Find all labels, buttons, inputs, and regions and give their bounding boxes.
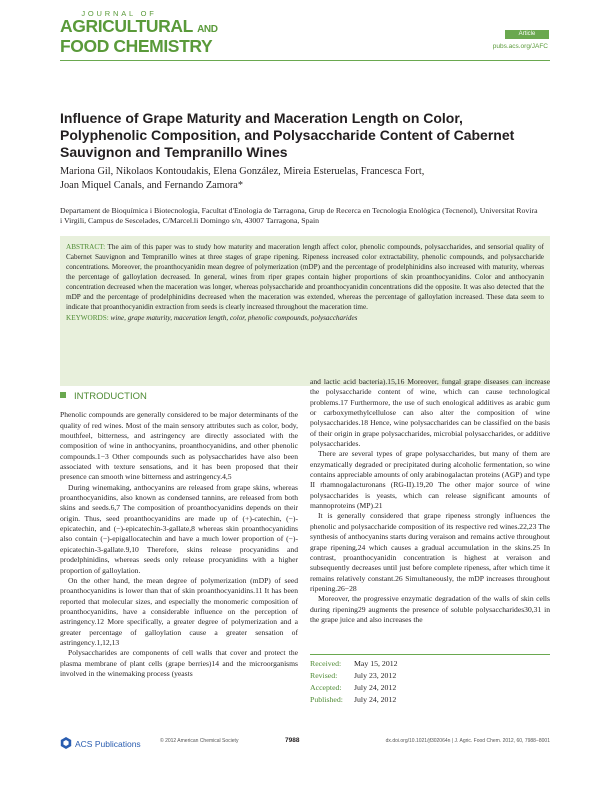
header-rule xyxy=(60,60,550,61)
date-row: Received: May 15, 2012 xyxy=(310,659,398,668)
paragraph: and lactic acid bacteria).15,16 Moreover, fungal grape diseases can increase the polysaccharide content of wine, which can cause technological problems.17 Furthermore, the use of such enological additives as arabic gum or carboxymethylcellulose can also alter the composition of wine polysaccharides.18 Hence, wine polysaccharides can be classified on the basis of their origin in grape polysaccharides, microbial polysaccharides, or additive polysaccharides. xyxy=(310,377,550,449)
journal-url[interactable]: pubs.acs.org/JAFC xyxy=(492,43,548,50)
journal-name-line1: AGRICULTURAL AND xyxy=(60,16,218,36)
citation[interactable]: dx.doi.org/10.1021/jf302064n | J. Agric. Food Chem. 2012, 60, 7988−8001 xyxy=(385,738,550,744)
body-column-left xyxy=(60,392,298,679)
paragraph: Polysaccharides are components of cell walls that cover and protect the plasma membrane of plant cells (grape berries)14 and the microorganisms involved in the winemaking process (yeasts xyxy=(60,648,298,678)
body-column-right xyxy=(310,377,550,625)
paragraph: Moreover, the progressive enzymatic degradation of the walls of skin cells during ripening29 augments the presence of soluble polysaccharides30,31 in the grape juice and also increases the xyxy=(310,594,550,624)
paragraph: Phenolic compounds are generally considered to be major determinants of the quality of red wines. Most of the main sensory attributes such as color, body, mouthfeel, bitterness, and astringency are directly associated with the composition of wine in anthocyanins, proanthocyanidins, and other phenolic compounds.1−3 Other compounds such as polysaccharides have also been associated with texture sensations, and it has been proposed that their presence can smooth wine bitterness and astringency.4,5 xyxy=(60,410,298,482)
publication-dates xyxy=(310,658,550,706)
date-row: Accepted: July 24, 2012 xyxy=(310,683,397,692)
paragraph: There are several types of grape polysaccharides, but many of them are enzymatically degraded or precipitated during alcoholic fermentation, so wine contains appreciable amounts of only arabinogalactan proteins (AGP) and type II rhamnogalacturonans (RG-II).19,20 The other major source of wine polysaccharides is yeasts, which can release significant amounts of mannoproteins (MP).21 xyxy=(310,449,550,511)
abstract-label: ABSTRACT: xyxy=(66,243,106,251)
journal-logo xyxy=(60,9,230,54)
paragraph: During winemaking, anthocyanins are released from grape skins, whereas proanthocyanidins, also known as condensed tannins, are released from both skins and seeds.6,7 The composition of proanthocyanidins depends on their origin. Thus, seed proanthocyanidins are made up of (+)-catechin, (−)-epicatechin, and (−)-epicatechin-3-gallate,8 whereas skin proanthocyanidins also contain (−)-epigallocatechin and have a much lower proportion of (−)-epicatechin-3-gallate.9,10 Therefore, skins release procyanidins and prodelphinidins, whereas seeds only release procyanidins with a higher proportion of galloylation. xyxy=(60,482,298,575)
paragraph: On the other hand, the mean degree of polymerization (mDP) of seed proanthocyanidins is lower than that of skin proanthocyanidins.11 It has been reported that molecular sizes, and especially the monomeric composition of proanthocyanidins, have a considerable influence on the perception of astringency.12 More specifically, a greater degree of polymerization and a greater percentage of galloylation cause a greater sensation of astringency.1,12,13 xyxy=(60,575,298,647)
journal-name-line2: FOOD CHEMISTRY xyxy=(60,36,213,56)
affiliation: Departament de Bioquímica i Biotecnologia, Facultat d'Enologia de Tarragona, Grup de Recerca en Tecnologia Enològica (Tecnenol), Universitat Rovira i Virgili, Campus de Sescelades, C/Marcel.li Domingo s/n, 43007 Tarragona, Spain xyxy=(60,206,538,225)
page-number: 7988 xyxy=(285,737,300,744)
journal-of-label: JOURNAL OF xyxy=(81,9,157,18)
keywords-label: KEYWORDS: xyxy=(66,313,109,322)
date-row: Published: July 24, 2012 xyxy=(310,695,397,704)
author-list: Mariona Gil, Nikolaos Kontoudakis, Elena González, Mireia Esteruelas, Francesca Fort, Joan Miquel Canals, and Fernando Zamora* xyxy=(60,166,425,191)
abstract: ABSTRACT: The aim of this paper was to study how maturity and maceration length affect color, phenolic compounds, polysaccharides, and sensorial quality of Cabernet Sauvignon and Tempranillo wines at three stages of grape ripening. Ripeness increased color extractability, phenolic compounds, and polysaccharide concentrations. Moreover, the proanthocyanidin mean degree of polymerization (mDP) and the percentage of prodelphinidins also increased with maturity, whereas the percentage of galloylation decreased. In general, wines from riper grapes contain higher proportions of skin proanthocyanidins. Color and anthocyanin concentration decreased when the maceration was longer, whereas polysaccharide and proanthocyanidin concentrations did the opposite. It was also detected that the mDP and the percentage of prodelphinidins decreased when the maceration was extended, whereas the percentage of galloylation increased. These data seem to indicate that proanthocyanidin extraction from seeds is clearly increased throughout the maceration time. xyxy=(66,243,545,311)
date-row: Revised: July 23, 2012 xyxy=(310,671,397,680)
section-heading: INTRODUCTION xyxy=(60,392,298,402)
keywords: KEYWORDS: wine, grape maturity, maceration length, color, phenolic compounds, polysaccharides xyxy=(66,313,358,322)
acs-hexagon-icon xyxy=(60,737,72,749)
copyright: © 2012 American Chemical Society xyxy=(160,738,239,744)
paragraph: It is generally considered that grape ripeness strongly influences the phenolic and polysaccharide composition of its respective red wines.22,23 The synthesis of anthocyanins starts during veraison and remains active throughout grape ripening,24 which causes a gradual accumulation in the skins.25 In contrast, proanthocyanidin concentration is highest at veraison and subsequently decreases until just before complete ripeness, after which time it remains relatively constant.26 Simultaneously, the mDP increases throughout ripening.26−28 xyxy=(310,511,550,593)
publisher-logo: ACS Publications xyxy=(60,734,141,752)
dates-rule xyxy=(310,654,550,655)
abstract-box xyxy=(60,236,550,386)
section-square-icon xyxy=(60,392,66,398)
article-type-badge: Article xyxy=(505,30,549,39)
article-title: Influence of Grape Maturity and Maceration Length on Color, Polyphenolic Composition, and Polysaccharide Content of Cabernet Sauvignon and Tempranillo Wines xyxy=(60,110,515,160)
